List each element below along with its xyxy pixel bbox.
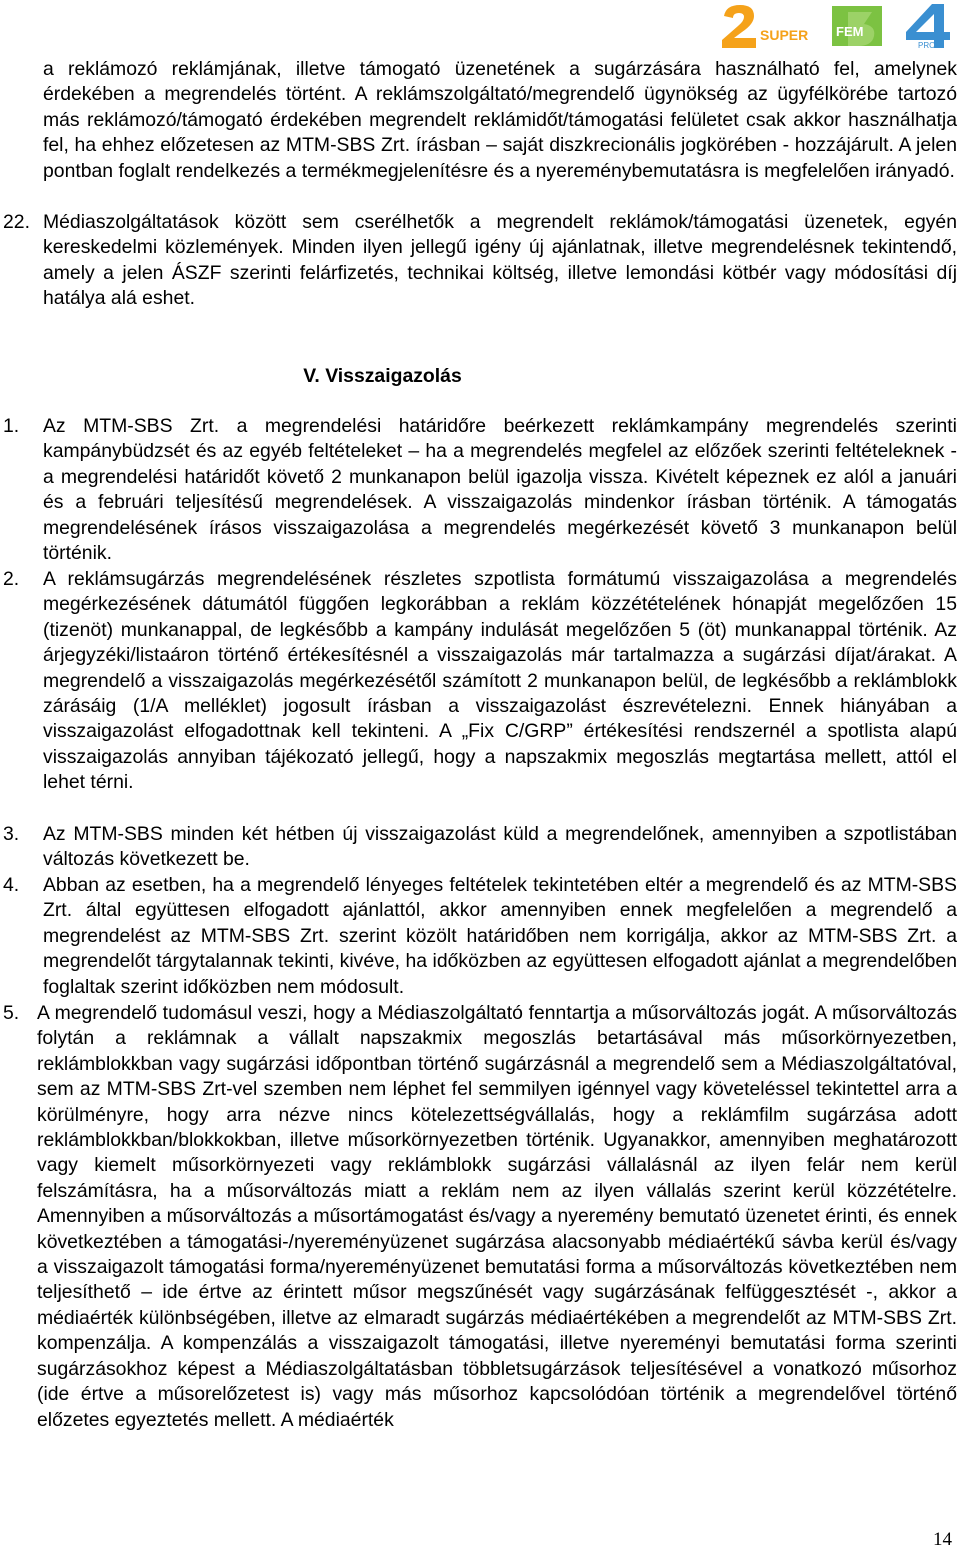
- channel-logos: [720, 2, 952, 52]
- paragraph-item-2: A reklámsugárzás megrendelésének részletes szpotlista formátumú visszaigazolása a megrendelés megérkezésének dátumától függően legkorábban a reklám közzétételének hónapját megelőzően 15 (tizenöt) munkanappal, de legkésőbb a kampány indulását megelőzően 5 (öt) munkanappal történik. Az árjegyzéki/listaáron történő értékesítésnél a visszaigazolás már tartalmazza a sugárzási díjat/árakat. A megrendelő a visszaigazolás megérkezésétől számított 2 munkanapon belül, de legkésőbb a reklámblokk zárásáig (1/A melléklet) jogosult írásban a visszaigazolást észrevételezni. Ennek hiányában a visszaigazolást elfogadottnak kell tekinteni. A „Fix C/GRP” értékesítési rendszernél a spotlista alapú visszaigazolás annyiban tájékozató jellegű, hogy a napszakmix megoszlás megtartása mellett, attól el lehet térni.: [43, 568, 957, 794]
- item-number-3: 3.: [3, 823, 20, 845]
- paragraph-item-3: Az MTM-SBS minden két hétben új visszaigazolást küld a megrendelőnek, amennyiben a szpotlistában változás következett be.: [43, 823, 957, 871]
- item-number-4: 4.: [3, 874, 20, 896]
- item-number-5: 5.: [3, 1002, 20, 1024]
- fem3-logo: [828, 2, 886, 50]
- item-number-22: 22.: [3, 211, 30, 233]
- svg-text:FEM: FEM: [836, 24, 864, 39]
- prima-4-logo: [902, 2, 952, 50]
- item-number-2: 2.: [3, 568, 20, 590]
- paragraph-item-5: A megrendelő tudomásul veszi, hogy a Médiaszolgáltató fenntartja a műsorváltozás jogát. A műsorváltozás folytán a reklámnak a vállalt napszakmix megoszlás betartásával más műsorkörnyezetben, reklámblokkban vagy sugárzási időpontban történő sugárzásnál a megrendelő sem a Médiaszolgáltatóval, sem az MTM-SBS Zrt-vel szemben nem léphet fel semmilyen igénnyel vagy követeléssel tekintettel arra a körülményre, hogy arra nézve nincs kötelezettségvállalás, hogy a reklámfilm sugárzása adott reklámblokkban/blokkokban, illetve műsorkörnyezetben történik. Ugyanakkor, amennyiben meghatározott vagy kiemelt műsorkörnyezeti vagy reklámblokk sugárzási vállalásnál az ilyen felár nem kerül felszámításra, ha a műsorváltozás miatt a reklám nem az ilyen vállalás szerint kerül közzétételre. Amennyiben a műsorváltozás a műsortámogatást és/vagy a nyeremény bemutató üzenetet érinti, és ennek következtében a támogatási-/nyereményüzenet sugárzása alacsonyabb médiaértékű sávba kerül és/vagy a visszaigazolt támogatási forma/nyereményüzenet bemutatási forma a műsorváltozás következtében nem teljesíthető – ide értve az érintett műsor megszűnését vagy sugárzásának felfüggesztését -, akkor a médiaérték különbségében, illetve az elmaradt sugárzás médiaértékében a megrendelőt az MTM-SBS Zrt. kompenzálja. A kompenzálás a visszaigazolt támogatási, illetve nyereményi bemutatási forma szerinti sugárzásokhoz képest a Médiaszolgáltatásban többletsugárzások teljesítésével a vonatkozó műsorhoz (ide értve a műsorelőzetest is) vagy más műsorhoz kapcsolódóan történik a megrendelővel történő előzetes egyeztetés mellett. A médiaérték: [37, 1002, 957, 1431]
- section-title: V. Visszaigazolás: [303, 365, 462, 387]
- paragraph-item-4: Abban az esetben, ha a megrendelő lényeges feltételek tekintetében eltér a megrendelő és az MTM-SBS Zrt. által együttesen elfogadott ajánlattól, akkor amennyiben ennek megfelelően a megrendelő a megrendelést az MTM-SBS Zrt. szerint közölt határidőben nem korrigálja, akkor az MTM-SBS Zrt. a megrendelőt tárgytalannak tekinti, kivéve, ha időközben az együttesen elfogadott ajánlat a megrendelőben foglaltak szerint időközben nem módosult.: [43, 874, 957, 998]
- page-number: 14: [933, 1529, 952, 1550]
- super-tv2-logo: [720, 2, 812, 50]
- paragraph-item-1: Az MTM-SBS Zrt. a megrendelési határidőre beérkezett reklámkampány megrendelés szerinti kampánybüdzsét és az egyéb feltételeket – ha a megrendelés megfelel az előzőek szerinti feltételeknek - a megrendelési határidőt követő 2 munkanapon belül igazolja vissza. Kivételt képeznek ez alól a januári és a februári teljesítésű megrendelések. A visszaigazolás mindenkor írásban történik. A támogatás megrendelésének írásos visszaigazolása a megrendelés megérkezését követő 3 munkanapon belül történik.: [43, 415, 957, 565]
- item-number-1: 1.: [3, 415, 20, 437]
- paragraph-intro: a reklámozó reklámjának, illetve támogató üzenetének a sugárzására használható fel, amelynek érdekében a megrendelés történt. A reklámszolgáltató/megrendelő ügynökség az ügyfélkörébe tartozó más reklámozó/támogató érdekében megrendelt reklámidőt/támogatási felületet csak akkor használhatja fel, ha ehhez előzetesen az MTM-SBS Zrt. írásban – saját diszkrecionális jogkörében - hozzájárult. A jelen pontban foglalt rendelkezés a termékmegjelenítésre és a nyereménybemutatásra is megfelelően irányadó.: [43, 58, 957, 182]
- paragraph-item-22: Médiaszolgáltatások között sem cserélhetők a megrendelt reklámok/támogatási üzenetek, egyén kereskedelmi közlemények. Minden ilyen jellegű igény új ajánlatnak, illetve megrendelésnek tekintendő, amely a jelen ÁSZF szerinti felárfizetés, technikai költség, illetve lemondási kötbér vagy módosítási díj hatálya alá eshet.: [43, 211, 957, 310]
- svg-text:SUPER: SUPER: [760, 27, 809, 43]
- svg-text:PRO: PRO: [918, 41, 936, 50]
